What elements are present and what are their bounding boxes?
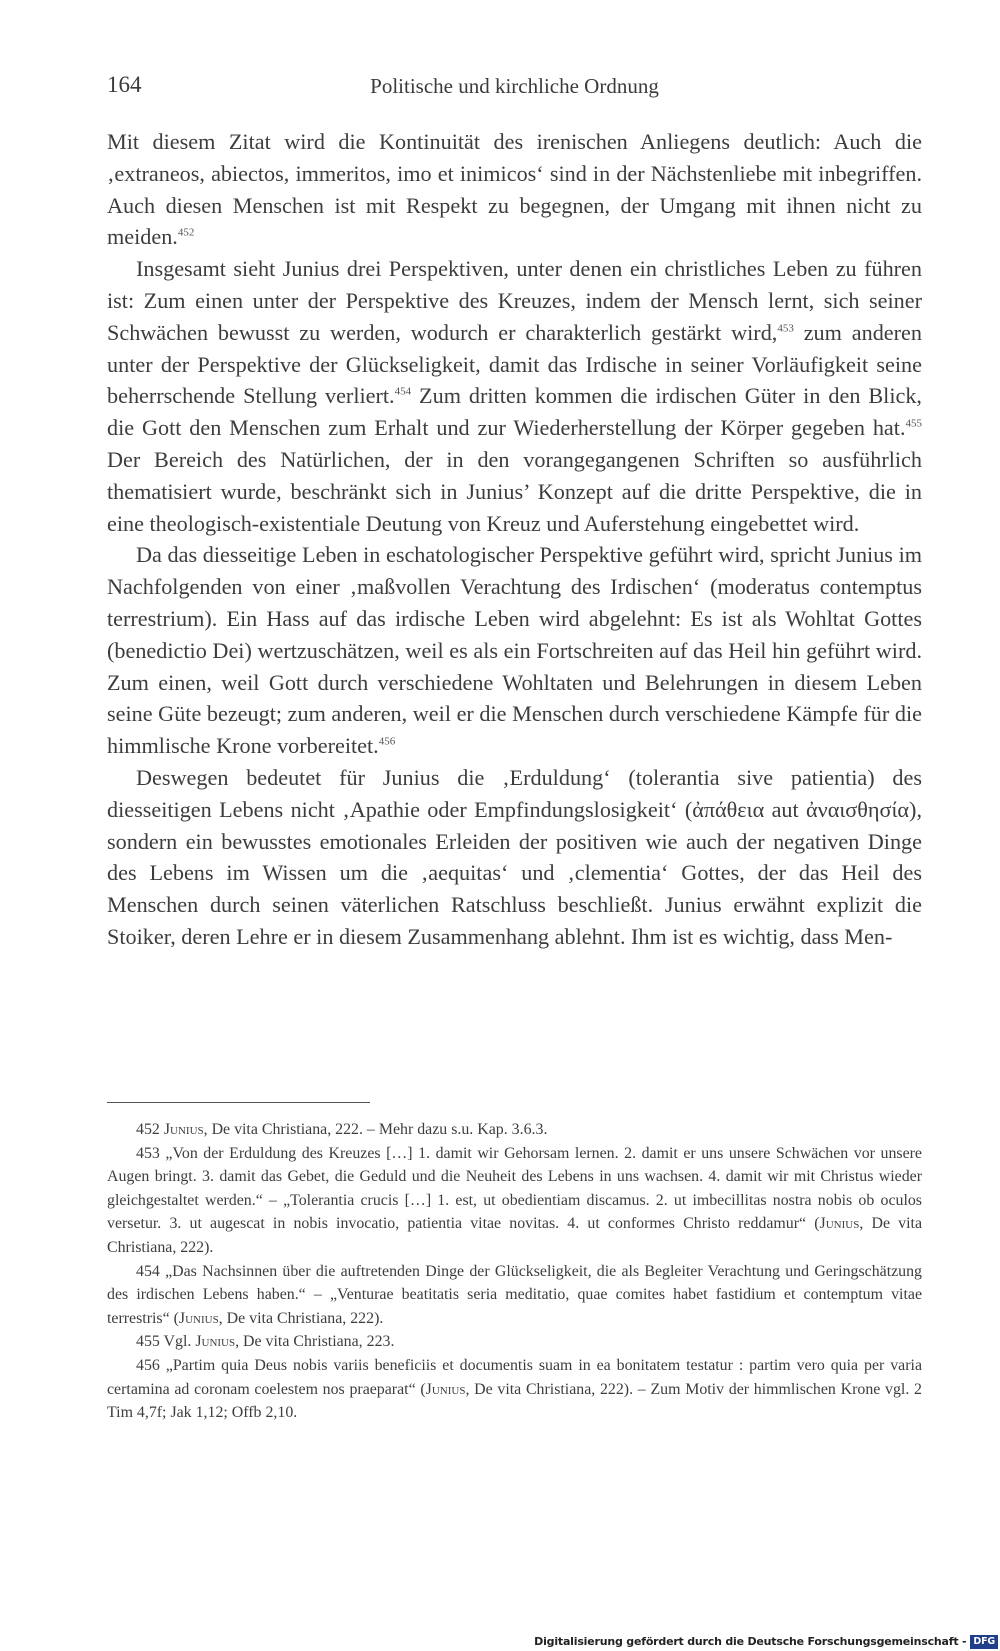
running-title: Politische und kirchliche Ordnung (370, 74, 659, 98)
footnote-text: , De vita Christiana, 222). (107, 1215, 922, 1256)
page-number: 164 (107, 72, 142, 97)
footnote-ref-455[interactable]: 455 (905, 417, 922, 430)
author-name: Junius (195, 1333, 236, 1351)
paragraph-text: Da das diesseitige Leben in eschatologischer Perspektive geführt wird, spricht Junius im Nachfolgenden von einer ‚maßvollen Verachtung des Irdischen‘ (moderatus contemptus terrestrium). Ein Hass auf das irdische Leben wird abgelehnt: Es ist als Wohltat Gottes (benedictio Dei) wertzuschätzen, weil es als ein Fortschreiten auf das Heil hin geführt wird. Zum einen, weil Gott durch verschiedene Wohltaten und Belehrungen in diesem Leben seine Güte bezeugt; zum anderen, weil er die Menschen durch verschiedene Kämpfe für die himmlische Krone vorbereitet. (107, 542, 922, 759)
footnote-text: „Das Nachsinnen über die auftretenden Dinge der Glückseligkeit, die als Begleiter Verachtung und Geringschätzung des irdischen Lebens haben.“ – „Venturae beatitatis seria meditatio, quae comites habet fastidium et contemptum vitae terrestris“ ( (107, 1262, 922, 1327)
paragraph-4 (107, 762, 922, 953)
footnote-ref-456[interactable]: 456 (378, 735, 396, 748)
footnote-452 (107, 1118, 922, 1142)
footnote-ref-452[interactable]: 452 (177, 227, 195, 239)
author-name: Junius (163, 1121, 204, 1138)
footer-text: Digitalisierung gefördert durch die Deutsche Forschungsgemeinschaft - (534, 1635, 967, 1648)
paragraph-1 (107, 126, 922, 253)
paragraph-text: Mit diesem Zitat wird die Kontinuität des irenischen Anliegens deutlich: Auch die ‚extraneos, abiectos, immeritos, imo et inimicos‘ sind in der Nächstenliebe mit inbegriffen. Auch diesen Menschen ist mit Respekt zu begegnen, der Umgang mit ihnen nicht zu meiden. (107, 129, 922, 250)
footnotes (107, 1118, 922, 1425)
digitization-footer (530, 1632, 1000, 1651)
paragraph-text: zum anderen unter der Perspektive der Glückseligkeit, damit das Irdische in seiner Vorläufigkeit seine beherrschende Stellung verliert. (107, 319, 922, 409)
footnote-text: , De vita Christiana, 223. (235, 1333, 395, 1351)
footnote-separator (107, 1102, 370, 1103)
footnote-ref-453[interactable]: 453 (777, 322, 794, 335)
footnote-456 (107, 1354, 922, 1425)
author-name: Junius (178, 1309, 219, 1327)
running-header (107, 72, 922, 104)
footnote-number: 454 (136, 1262, 160, 1280)
footnote-number: 452 (136, 1121, 160, 1138)
footnote-text: , De vita Christiana, 222). (218, 1309, 384, 1327)
paragraph-text: Insgesamt sieht Junius drei Perspektiven, unter denen ein christliches Leben zu führen ist: Zum einen unter der Perspektive des Kreuzes, indem der Mensch lernt, sich seiner Schwächen bewusst zu werden, wodurch er charakterlich gestärkt wird, (107, 256, 922, 345)
footnote-ref-454[interactable]: 454 (394, 385, 412, 398)
paragraph-3 (107, 539, 922, 762)
footnote-455 (107, 1330, 922, 1354)
footnote-text: , De vita Christiana, 222. – Mehr dazu s.u. Kap. 3.6.3. (203, 1121, 548, 1138)
author-name: Junius (425, 1380, 466, 1398)
paragraph-text: Deswegen bedeutet für Junius die ‚Erduldung‘ (tolerantia sive patientia) des diesseitigen Lebens nicht ‚Apathie oder Empfindungslosigkeit‘ (ἀπάθεια aut ἀναισθησία), sondern ein bewusstes emotionales Erleiden der positiven wie auch der negativen Dinge des Lebens im Wissen um die ‚aequitas‘ und ‚clementia‘ Gottes, der das Heil des Menschen durch seinen väterlichen Ratschluss beschließt. Junius erwähnt explizit die Stoiker, deren Lehre er in diesem Zusammenhang ablehnt. Ihm ist es wichtig, dass Men- (107, 764, 922, 949)
paragraph-text: Der Bereich des Natürlichen, der in den vorangegangenen Schriften so ausführlich thematisiert wurde, beschränkt sich in Junius’ Konzept auf die dritte Perspektive, die in eine theologisch-existentiale Deutung von Kreuz und Auferstehung eingebettet wird. (107, 446, 922, 536)
footnote-454 (107, 1260, 922, 1331)
footnote-text: „Partim quia Deus nobis variis beneficiis et documentis suam in ea bonitatem testatur : partim vero quia per varia certamina ad coronam coelestem nos praeparat“ ( (107, 1356, 922, 1398)
paragraph-text: Zum dritten kommen die irdischen Güter in den Blick, die Gott den Menschen zum Erhalt und zur Wiederherstellung der Körper gegeben hat. (107, 383, 922, 441)
footnote-number: 456 (136, 1356, 160, 1374)
footnote-text: Vgl. (159, 1333, 196, 1351)
footnote-number: 455 (136, 1333, 160, 1351)
main-text (107, 126, 922, 953)
footnote-number: 453 (136, 1144, 160, 1162)
author-name: Junius (819, 1215, 860, 1233)
paragraph-2 (107, 253, 922, 539)
dfg-logo: DFG (970, 1635, 998, 1649)
footnote-text: , De vita Christiana, 222). – Zum Motiv der himmlischen Krone vgl. 2 Tim 4,7f; Jak 1,12; Offb 2,10. (107, 1380, 922, 1422)
footnote-text: „Von der Erduldung des Kreuzes […] 1. damit wir Gehorsam lernen. 2. damit er uns unsere Schwächen vor unsere Augen bringt. 3. damit das Gebet, die Geduld und die Neuheit des Lebens in uns wachsen. 4. damit wir mit Christus wieder gleichgestaltet werden.“ – „Tolerantia crucis […] 1. est, ut obedientiam discamus. 2. ut imbecillitas nostra nobis ob oculos versetur. 3. ut augescat in nobis invocatio, patientia vitae novitas. 4. ut conformes Christo reddamur“ ( (107, 1144, 922, 1233)
footnote-453 (107, 1142, 922, 1260)
